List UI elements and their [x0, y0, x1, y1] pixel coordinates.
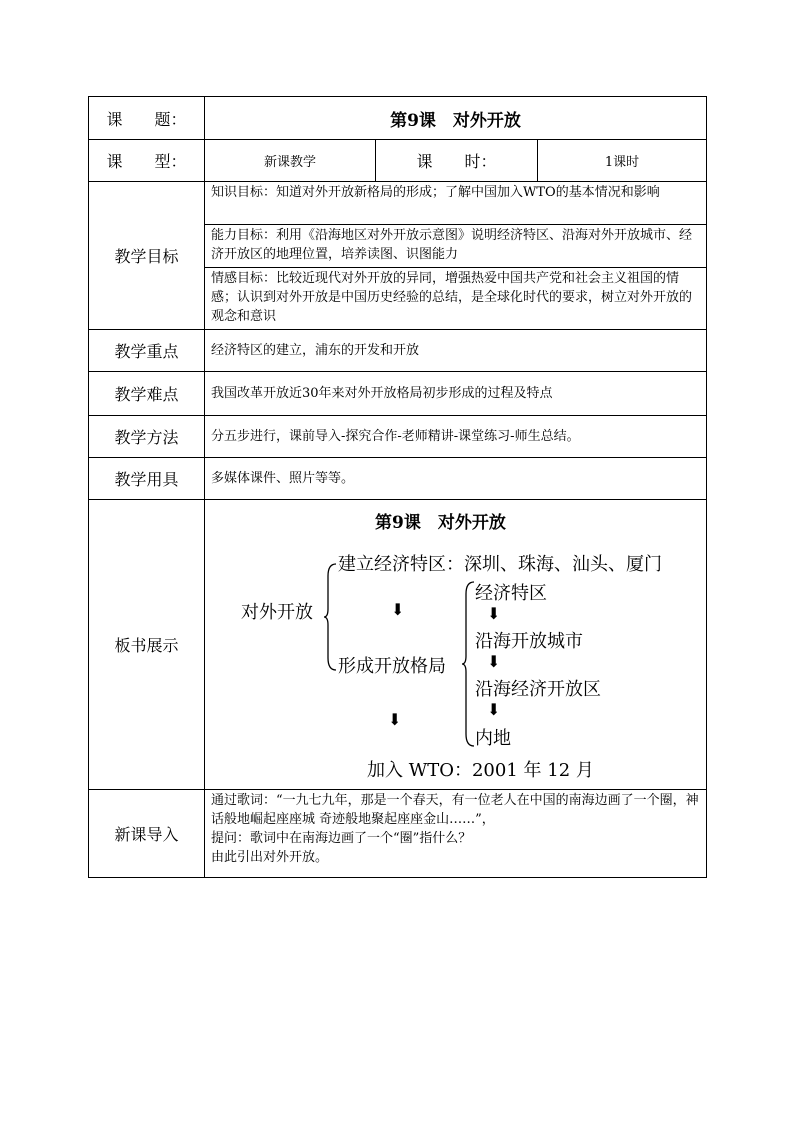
intro-cell	[205, 790, 707, 878]
branch-open-pattern: 形成开放格局	[338, 656, 446, 677]
type-label: 课 型：	[89, 140, 205, 182]
arrow-down-icon: ⬇	[391, 600, 405, 619]
goal-knowledge: 知识目标：知道对外开放新格局的形成；了解中国加入WTO的基本情况和影响	[205, 182, 706, 225]
difficult-value: 我国改革开放近30年来对外开放格局初步形成的过程及特点	[205, 372, 707, 416]
branch-special-zones: 建立经济特区：深圳、珠海、汕头、厦门	[338, 554, 662, 575]
topic-value: 第9课 对外开放	[205, 97, 707, 140]
sub-special-zones: 经济特区	[475, 583, 547, 604]
board-diagram	[205, 500, 706, 788]
intro-label: 新课导入	[89, 790, 205, 878]
goal-emotion: 情感目标：比较近现代对外开放的异同，增强热爱中国共产党和社会主义祖国的情感；认识到对外开放是中国历史经验的总结，是全球化时代的要求，树立对外开放的观念和意识	[211, 271, 693, 324]
intro-conclusion: 由此引出对外开放。	[211, 850, 329, 865]
goal-ability: 能力目标：利用《沿海地区对外开放示意图》说明经济特区、沿海对外开放城市、经济开放区的地理位置，培养读图、识图能力	[205, 225, 706, 268]
arrow-down-icon: ⬇	[487, 700, 501, 719]
method-label: 教学方法	[89, 416, 205, 458]
goals-cell	[205, 182, 707, 330]
hours-value: 1课时	[538, 140, 707, 182]
pattern-brace	[461, 580, 477, 748]
difficult-label: 教学难点	[89, 372, 205, 416]
arrow-down-icon: ⬇	[388, 710, 402, 729]
board-root: 对外开放	[241, 602, 313, 623]
method-value: 分五步进行，课前导入-探究合作-老师精讲-课堂练习-师生总结。	[205, 416, 707, 458]
board-cell	[205, 500, 707, 790]
lesson-plan-table	[88, 96, 707, 878]
intro-lyrics: 通过歌词：“一九七九年，那是一个春天，有一位老人在中国的南海边画了一个圈，神话般地崛起座座城 奇迹般地聚起座座金山……”，	[211, 793, 699, 827]
sub-coastal-zones: 沿海经济开放区	[475, 679, 601, 700]
arrow-down-icon: ⬇	[487, 652, 501, 671]
board-wto: 加入 WTO：2001 年 12 月	[367, 760, 594, 781]
key-value: 经济特区的建立，浦东的开发和开放	[205, 330, 707, 372]
type-value: 新课教学	[205, 140, 376, 182]
topic-label: 课 题：	[89, 97, 205, 140]
board-title: 第9课 对外开放	[375, 513, 506, 533]
intro-question: 提问：歌词中在南海边画了一个“圈”指什么？	[211, 831, 472, 846]
root-brace	[323, 562, 339, 672]
key-label: 教学重点	[89, 330, 205, 372]
arrow-down-icon: ⬇	[487, 604, 501, 623]
goals-label: 教学目标	[89, 182, 205, 330]
board-label: 板书展示	[89, 500, 205, 790]
hours-label: 课 时：	[376, 140, 538, 182]
sub-inland: 内地	[475, 728, 511, 749]
tools-value: 多媒体课件、照片等等。	[205, 458, 707, 500]
sub-coastal-cities: 沿海开放城市	[475, 631, 583, 652]
tools-label: 教学用具	[89, 458, 205, 500]
